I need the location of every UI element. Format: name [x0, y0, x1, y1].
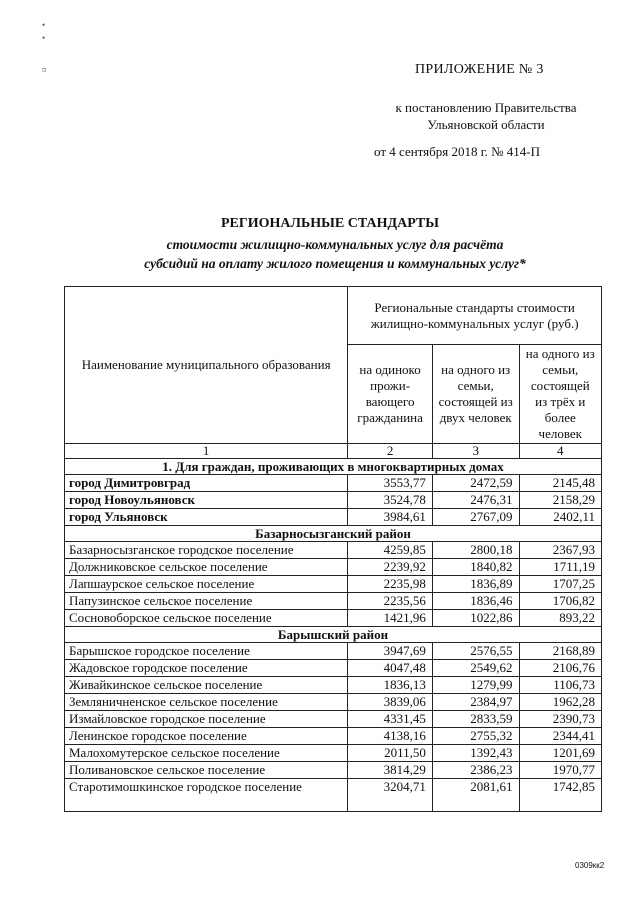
family-of-two-value: 1840,82: [432, 559, 519, 576]
table-row: [65, 559, 602, 576]
municipality-name: Барышское городское поселение: [65, 643, 348, 660]
table-row: [65, 660, 602, 677]
family-of-three-value: 2145,48: [519, 475, 601, 492]
column-number: 1: [65, 444, 348, 459]
header-municipality: Наименование муниципального образования: [65, 287, 348, 444]
single-resident-value: 3839,06: [348, 694, 433, 711]
family-of-three-value: 1106,73: [519, 677, 601, 694]
single-resident-value: 2235,56: [348, 593, 433, 610]
resolution-line-1: к постановлению Правительства: [395, 100, 577, 115]
scan-speck: •: [42, 33, 46, 43]
family-of-two-value: 2800,18: [432, 542, 519, 559]
family-of-two-value: 2081,61: [432, 779, 519, 812]
subtitle-line-2: субсидий на оплату жилого помещения и коммунальных услуг*: [144, 256, 526, 271]
municipality-name: Должниковское сельское поселение: [65, 559, 348, 576]
family-of-two-value: 2549,62: [432, 660, 519, 677]
standards-table: [64, 286, 602, 812]
family-of-two-value: 1279,99: [432, 677, 519, 694]
municipality-name: Измайловское городское поселение: [65, 711, 348, 728]
section-heading-row: [65, 459, 602, 475]
single-resident-value: 1421,96: [348, 610, 433, 627]
table-row: [65, 509, 602, 526]
single-resident-value: 2235,98: [348, 576, 433, 593]
district-heading: Барышский район: [65, 627, 602, 643]
single-resident-value: 3204,71: [348, 779, 433, 812]
single-resident-value: 2011,50: [348, 745, 433, 762]
header-family-of-three: на одного из семьи, состоящей из трёх и более человек: [519, 345, 601, 444]
table-row: [65, 643, 602, 660]
family-of-three-value: 2390,73: [519, 711, 601, 728]
document-code: 0309кк2: [575, 861, 605, 870]
table-row: [65, 542, 602, 559]
family-of-two-value: 2833,59: [432, 711, 519, 728]
family-of-two-value: 2476,31: [432, 492, 519, 509]
municipality-name: Папузинское сельское поселение: [65, 593, 348, 610]
column-number: 4: [519, 444, 601, 459]
resolution-date: от 4 сентября 2018 г. № 414-П: [374, 144, 540, 159]
family-of-three-value: 1711,19: [519, 559, 601, 576]
single-resident-value: 1836,13: [348, 677, 433, 694]
family-of-two-value: 2767,09: [432, 509, 519, 526]
scan-speck: •: [42, 20, 46, 30]
family-of-two-value: 2755,32: [432, 728, 519, 745]
table-row: [65, 677, 602, 694]
cities-group: [65, 475, 602, 526]
family-of-three-value: 2168,89: [519, 643, 601, 660]
district1-group: [65, 542, 602, 627]
family-of-three-value: 2158,29: [519, 492, 601, 509]
family-of-three-value: 1707,25: [519, 576, 601, 593]
municipality-name: Поливановское сельское поселение: [65, 762, 348, 779]
header-family-of-two: на одного из семьи, состоящей из двух человек: [432, 345, 519, 444]
table-row: [65, 610, 602, 627]
municipality-name: город Новоульяновск: [65, 492, 348, 509]
family-of-two-value: 2576,55: [432, 643, 519, 660]
family-of-three-value: 1970,77: [519, 762, 601, 779]
document-subtitle: [90, 235, 580, 273]
single-resident-value: 3524,78: [348, 492, 433, 509]
family-of-two-value: 1022,86: [432, 610, 519, 627]
table-row: [65, 492, 602, 509]
municipality-name: город Димитровград: [65, 475, 348, 492]
municipality-name: Земляничненское сельское поселение: [65, 694, 348, 711]
family-of-two-value: 1392,43: [432, 745, 519, 762]
family-of-three-value: 2344,41: [519, 728, 601, 745]
family-of-three-value: 1201,69: [519, 745, 601, 762]
header-single-resident: на одиноко прожи- вающего гражданина: [348, 345, 433, 444]
municipality-name: город Ульяновск: [65, 509, 348, 526]
family-of-two-value: 1836,46: [432, 593, 519, 610]
municipality-name: Ленинское городское поселение: [65, 728, 348, 745]
scan-speck: ¤: [42, 65, 47, 75]
family-of-two-value: 2384,97: [432, 694, 519, 711]
single-resident-value: 3553,77: [348, 475, 433, 492]
single-resident-value: 4047,48: [348, 660, 433, 677]
document-title: РЕГИОНАЛЬНЫЕ СТАНДАРТЫ: [220, 216, 440, 231]
table-row: [65, 779, 602, 812]
municipality-name: Малохомутерское сельское поселение: [65, 745, 348, 762]
subtitle-line-1: стоимости жилищно-коммунальных услуг для расчёта: [166, 237, 504, 252]
family-of-two-value: 2386,23: [432, 762, 519, 779]
municipality-name: Жадовское городское поселение: [65, 660, 348, 677]
column-number: 3: [432, 444, 519, 459]
family-of-three-value: 2367,93: [519, 542, 601, 559]
single-resident-value: 4259,85: [348, 542, 433, 559]
single-resident-value: 3984,61: [348, 509, 433, 526]
section-heading: 1. Для граждан, проживающих в многоквартирных домах: [65, 459, 602, 475]
family-of-two-value: 1836,89: [432, 576, 519, 593]
municipality-name: Старотимошкинское городское поселение: [65, 779, 348, 812]
family-of-two-value: 2472,59: [432, 475, 519, 492]
family-of-three-value: 2106,76: [519, 660, 601, 677]
family-of-three-value: 2402,11: [519, 509, 601, 526]
family-of-three-value: 893,22: [519, 610, 601, 627]
table-row: [65, 745, 602, 762]
appendix-label: ПРИЛОЖЕНИЕ № 3: [415, 62, 544, 77]
municipality-name: Сосновоборское сельское поселение: [65, 610, 348, 627]
municipality-name: Живайкинское сельское поселение: [65, 677, 348, 694]
table-row: [65, 576, 602, 593]
municipality-name: Базарносызганское городское поселение: [65, 542, 348, 559]
table-row: [65, 762, 602, 779]
municipality-name: Лапшаурское сельское поселение: [65, 576, 348, 593]
table-row: [65, 475, 602, 492]
district-heading: Базарносызганский район: [65, 526, 602, 542]
resolution-line-2: Ульяновской области: [427, 117, 545, 132]
table-row: [65, 593, 602, 610]
table-row: [65, 694, 602, 711]
district2-group: [65, 643, 602, 812]
column-number: 2: [348, 444, 433, 459]
header-standards-group: Региональные стандарты стоимости жилищно-коммунальных услуг (руб.): [348, 287, 602, 345]
single-resident-value: 4331,45: [348, 711, 433, 728]
column-number-row: [65, 444, 602, 459]
single-resident-value: 3814,29: [348, 762, 433, 779]
resolution-reference: [374, 99, 598, 133]
table-row: [65, 711, 602, 728]
table-row: [65, 728, 602, 745]
family-of-three-value: 1962,28: [519, 694, 601, 711]
single-resident-value: 4138,16: [348, 728, 433, 745]
district-heading-row: [65, 627, 602, 643]
district-heading-row: [65, 526, 602, 542]
single-resident-value: 3947,69: [348, 643, 433, 660]
family-of-three-value: 1742,85: [519, 779, 601, 812]
family-of-three-value: 1706,82: [519, 593, 601, 610]
single-resident-value: 2239,92: [348, 559, 433, 576]
